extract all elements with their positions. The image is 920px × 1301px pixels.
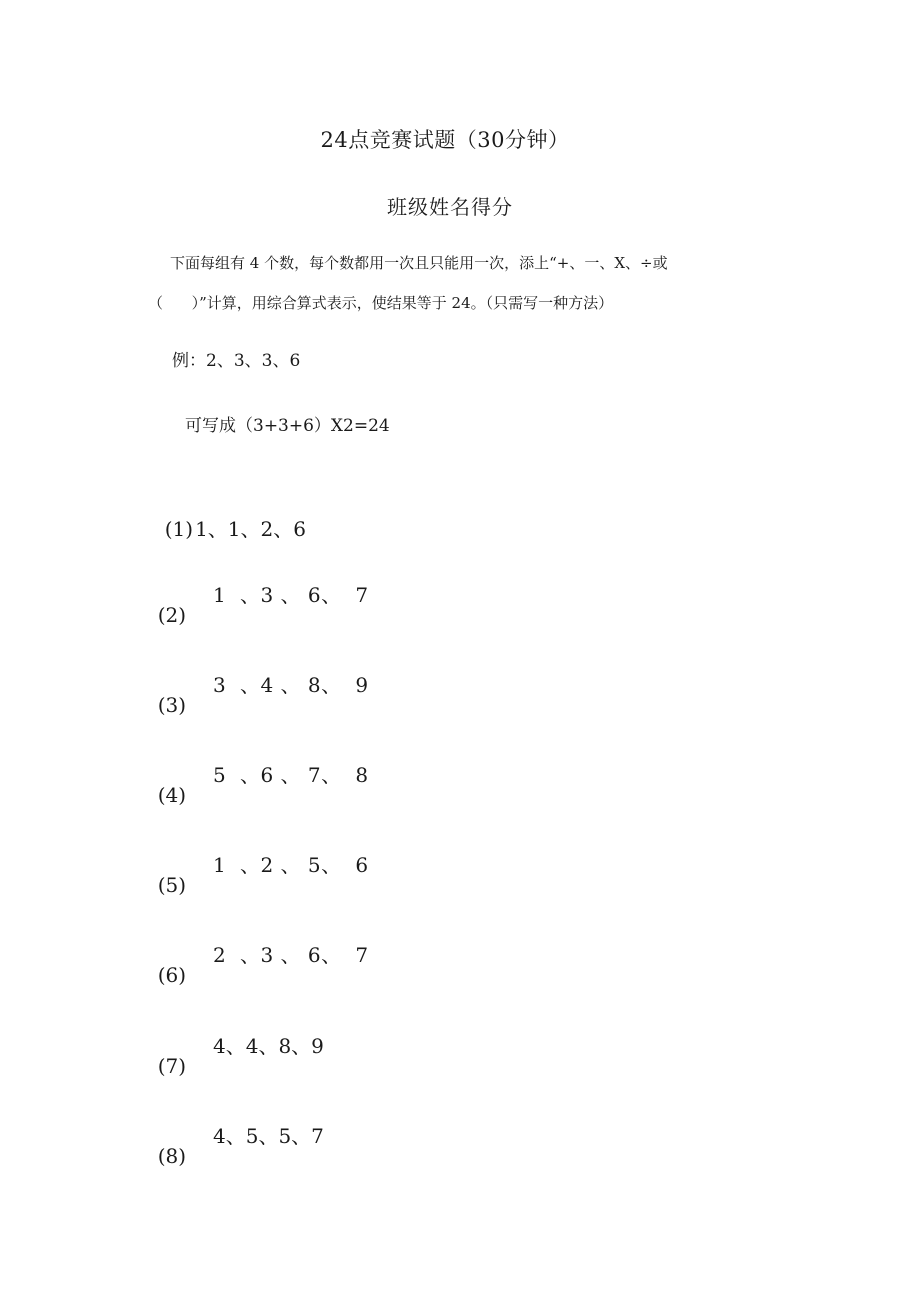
problem-number: (8): [157, 1144, 187, 1168]
problem-number: (3): [157, 693, 187, 717]
problem-number: (6): [157, 963, 187, 987]
problem-number: (2): [157, 603, 187, 627]
problem-numbers: 2 、3 、 6、 7: [213, 943, 369, 967]
instructions-line-1: 下面每组有 4 个数，每个数都用一次且只能用一次，添上“+、一、X、÷或: [170, 254, 668, 272]
problem-numbers: 1 、2 、 5、 6: [213, 853, 369, 877]
problem-number: (5): [157, 873, 187, 897]
example-answer: 可写成（3+3+6）X2=24: [185, 416, 390, 436]
problem-numbers: 1、1、2、6: [195, 517, 306, 541]
problem-item: [152, 489, 306, 541]
problem-item: [145, 939, 369, 987]
problem-number: (1): [164, 517, 194, 541]
problem-number: (4): [157, 783, 187, 807]
instructions-line-2: （ ）”计算，用综合算式表示，使结果等于 24。（只需写一种方法）: [148, 294, 614, 312]
problem-item: [145, 669, 369, 717]
problem-numbers: 5 、6 、 7、 8: [213, 763, 369, 787]
example-numbers: 例：2、3、3、6: [172, 351, 301, 371]
class-name-score-line: 班级姓名得分: [387, 195, 513, 219]
problem-item: [145, 1120, 324, 1168]
problem-numbers: 3 、4 、 8、 9: [213, 673, 369, 697]
problem-numbers: 4、4、8、9: [213, 1034, 324, 1058]
problem-item: [145, 759, 369, 807]
problem-number: (7): [157, 1054, 187, 1078]
problem-item: [145, 579, 369, 627]
problem-numbers: 1 、3 、 6、 7: [213, 583, 369, 607]
problem-item: [145, 1030, 324, 1078]
problem-numbers: 4、5、5、7: [213, 1124, 324, 1148]
page-title: 24点竞赛试题（30分钟）: [320, 128, 570, 152]
problem-item: [145, 849, 369, 897]
